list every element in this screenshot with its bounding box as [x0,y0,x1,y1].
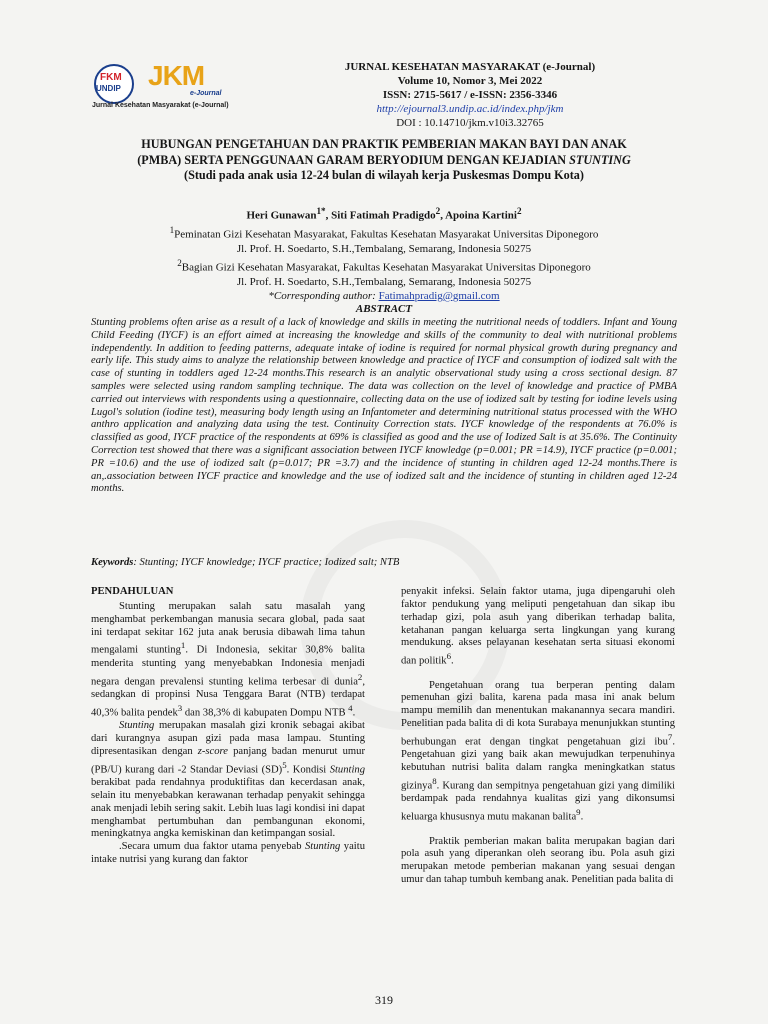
page-number: 319 [375,993,393,1007]
left-column [91,586,365,867]
journal-url-link[interactable]: http://ejournal3.undip.ac.id/index.php/jkm [376,103,564,115]
journal-header [300,60,640,130]
logo-ejournal-text: e-Journal [190,90,222,97]
affiliation-1-address: Jl. Prof. H. Soedarto, S.H.,Tembalang, Semarang, Indonesia 50275 [236,242,532,255]
right-column [401,586,675,887]
journal-volume: Volume 10, Nomor 3, Mei 2022 [397,75,543,87]
author-2-sup: 2 [435,206,441,216]
right-paragraph-3: Praktik pemberian makan balita merupakan bagian dari pola asuh yang diperankan oleh seorang ibu. Pola asuh gizi merupakan metode pemberian makanan yang sesuai dengan umur dan tahap tumbuh kembang anak. Penelitian pada balita di [401,835,675,886]
section-heading: PENDAHULUAN [91,586,174,597]
aff1-text: Peminatan Gizi Kesehatan Masyarakat, Fakultas Kesehatan Masyarakat Universitas Diponegoro [174,228,599,241]
logo-fkm-text: FKM [100,72,122,83]
title-stunting-italic: STUNTING [569,152,631,167]
left-paragraph-1: Stunting merupakan salah satu masalah yang menghambat perkembangan manusia secara global, pada saat ini terdapat sekitar 162 juta anak berusia dibawah lima tahun mengalami stunting$^1$. Di Indonesia, sekitar 30,8% balita menderita stunting yang menyebabkan Indonesia menjadi negara dengan prevalensi stunting kelima terbesar di dunia$^2$, sedangkan di propinsi Nusa Tenggara Barat (NTB) terdapat 40,3% balita pendek$^3$ dan 38,3% di kabupaten Dompu NTB $^4$. [91,600,365,719]
aff2-text: Bagian Gizi Kesehatan Masyarakat, Fakultas Kesehatan Masyarakat Universitas Diponegoro [181,261,591,274]
journal-doi: DOI : 10.14710/jkm.v10i3.32765 [396,117,544,129]
author-3-sup: 2 [516,206,522,216]
abstract-heading: ABSTRACT [355,303,413,315]
aff1-sup: 1 [169,224,175,235]
author-3: , Apoina Kartini [440,209,517,222]
journal-issn: ISSN: 2715-5617 / e-ISSN: 2356-3346 [382,89,558,101]
left-paragraph-2: Stunting merupakan masalah gizi kronik sebagai akibat dari kurangnya asupan gizi pada masa lampau. Stunting dipresentasikan dengan z-score panjang badan menurut umur (PB/U) kurang dari -2 Standar Deviasi (SD)$^5$. Kondisi Stunting berakibat pada rendahnya produktifitas dan kecerdasan anak, selain itu menyebabkan kerawanan terhadap penyakit sehingga anak menjadi lebih sering sakit. Lebih luas lagi kondisi ini dapat menghambat pertumbuhan dan pembangunan ekonomi, meningkatnya angka kemiskinan dan ketimpangan sosial. [91,720,366,840]
author-2: , Siti Fatimah Pradigdo [325,209,436,222]
affiliation-2 [90,256,678,275]
author-1: Heri Gunawan [246,209,317,222]
corr-email-link[interactable]: Fatimahpradig@gmail.com [378,289,500,302]
title-line-2-text: (PMBA) SERTA PENGGUNAAN GARAM BERYODIUM DENGAN KEJADIAN [137,152,570,167]
journal-logo [88,56,258,116]
logo-jkm-text: JKM [148,60,205,91]
logo-undip-text: UNDIP [96,84,121,93]
keywords-text: : Stunting; IYCF knowledge; IYCF practice; Iodized salt; NTB [133,557,400,568]
right-paragraph-1: penyakit infeksi. Selain faktor utama, juga dipengaruhi oleh faktor pendukung yang meliputi pengetahuan dan sikap ibu terhadap gizi, pola asuh yang diberikan terhadap balita, ketahanan pangan keluarga serta lingkungan yang kurang mendukung. akses pelayanan kesehatan serta situasi ekonomi dan politik$^6$. [401,586,675,667]
left-paragraph-3: .Secara umum dua faktor utama penyebab Stunting yaitu intake nutrisi yang kurang dan faktor [91,841,365,866]
article-title [90,137,678,184]
author-1-sup: 1* [316,206,326,216]
author-block [90,204,678,303]
corr-label: *Corresponding author: [268,289,379,302]
title-line-1: HUBUNGAN PENGETAHUAN DAN PRAKTIK PEMBERIAN MAKAN BAYI DAN ANAK [141,137,627,151]
author-names [90,204,678,223]
abstract-text: Stunting problems often arise as a result of a lack of knowledge and skills in meeting the nutritional needs of toddlers. Infant and Young Child Feeding (IYCF) is an effort aimed at increasing the knowledge and skills of the community to deal with nutritional problems independently. In addition to feeding patterns, adequate intake of iodine is required for normal physical growth during pregnancy and early life. This study aims to analyze the relationship between knowledge and practice of IYCF and consumption of iodized salt with the case of stunting in toddlers aged 12-24 months.This research is an analytic observational study using a cross sectional design. 87 samples were selected using random sampling technique. The data was collection on the level of knowledge and practice of PMBA carried out interviews with respondents using a questionnaire, collecting data on the use of iodized salt by testing for iodine levels using Lugol's solution (iodine test), measuring body length using an Infantometer and determining nutritional status processed with the WHO anthro application and analyzing data using the test. Continuity Correction stats. IYCF knowledge of the respondents at 76.0% is classified as good, IYCF practice of the respondents at 69% is classified as good and the use of Iodized Salt is at 35.6%. The Continuity Correction test showed that there was a significant association between IYCF knowledge (p=0.001; PR =14.9), IYCF practice (p=0.001; PR =10.6) and the use of iodized salt (p=0.017; PR =3.7) and the incidence of stunting in children aged 12-24 months.There is an,.association between IYCF practice and knowledge and the use of iodized salt and the incidence of stunting in children aged 12-24 months. [91,317,677,495]
right-paragraph-2: Pengetahuan orang tua berperan penting dalam pemenuhan gizi balita, karena pada masa ini anak belum mampu memilih dan menentukan makanannya secara mandiri. Penelitian pada balita di di kota Surabaya menunjukkan stunting berhubungan erat dengan tingkat pengetahuan gizi ibu$^7$. Pengetahuan gizi yang baik akan mewujudkan terpenuhinya kebutuhan nutrisi balita dalam rangka meningkatkan status gizinya$^8$. Kurang dan sempitnya pengetahuan gizi yang dimiliki berdampak pada rendahnya kualitas gizi yang dikonsumsi keluarga khususnya mutu makanan balita$^9$. [401,679,675,823]
affiliation-1 [90,223,678,242]
logo-caption: Jurnal Kesehatan Masyarakat (e-Journal) [92,102,229,109]
aff2-sup: 2 [177,257,182,268]
title-line-2 [90,153,678,169]
affiliation-2-address: Jl. Prof. H. Soedarto, S.H.,Tembalang, Semarang, Indonesia 50275 [236,275,532,288]
corresponding-author [90,289,678,303]
journal-name: JURNAL KESEHATAN MASYARAKAT (e-Journal) [344,61,596,73]
title-line-3: (Studi pada anak usia 12-24 bulan di wilayah kerja Puskesmas Dompu Kota) [184,168,584,182]
keywords-label: Keywords [91,557,134,568]
keywords-line [91,557,677,568]
